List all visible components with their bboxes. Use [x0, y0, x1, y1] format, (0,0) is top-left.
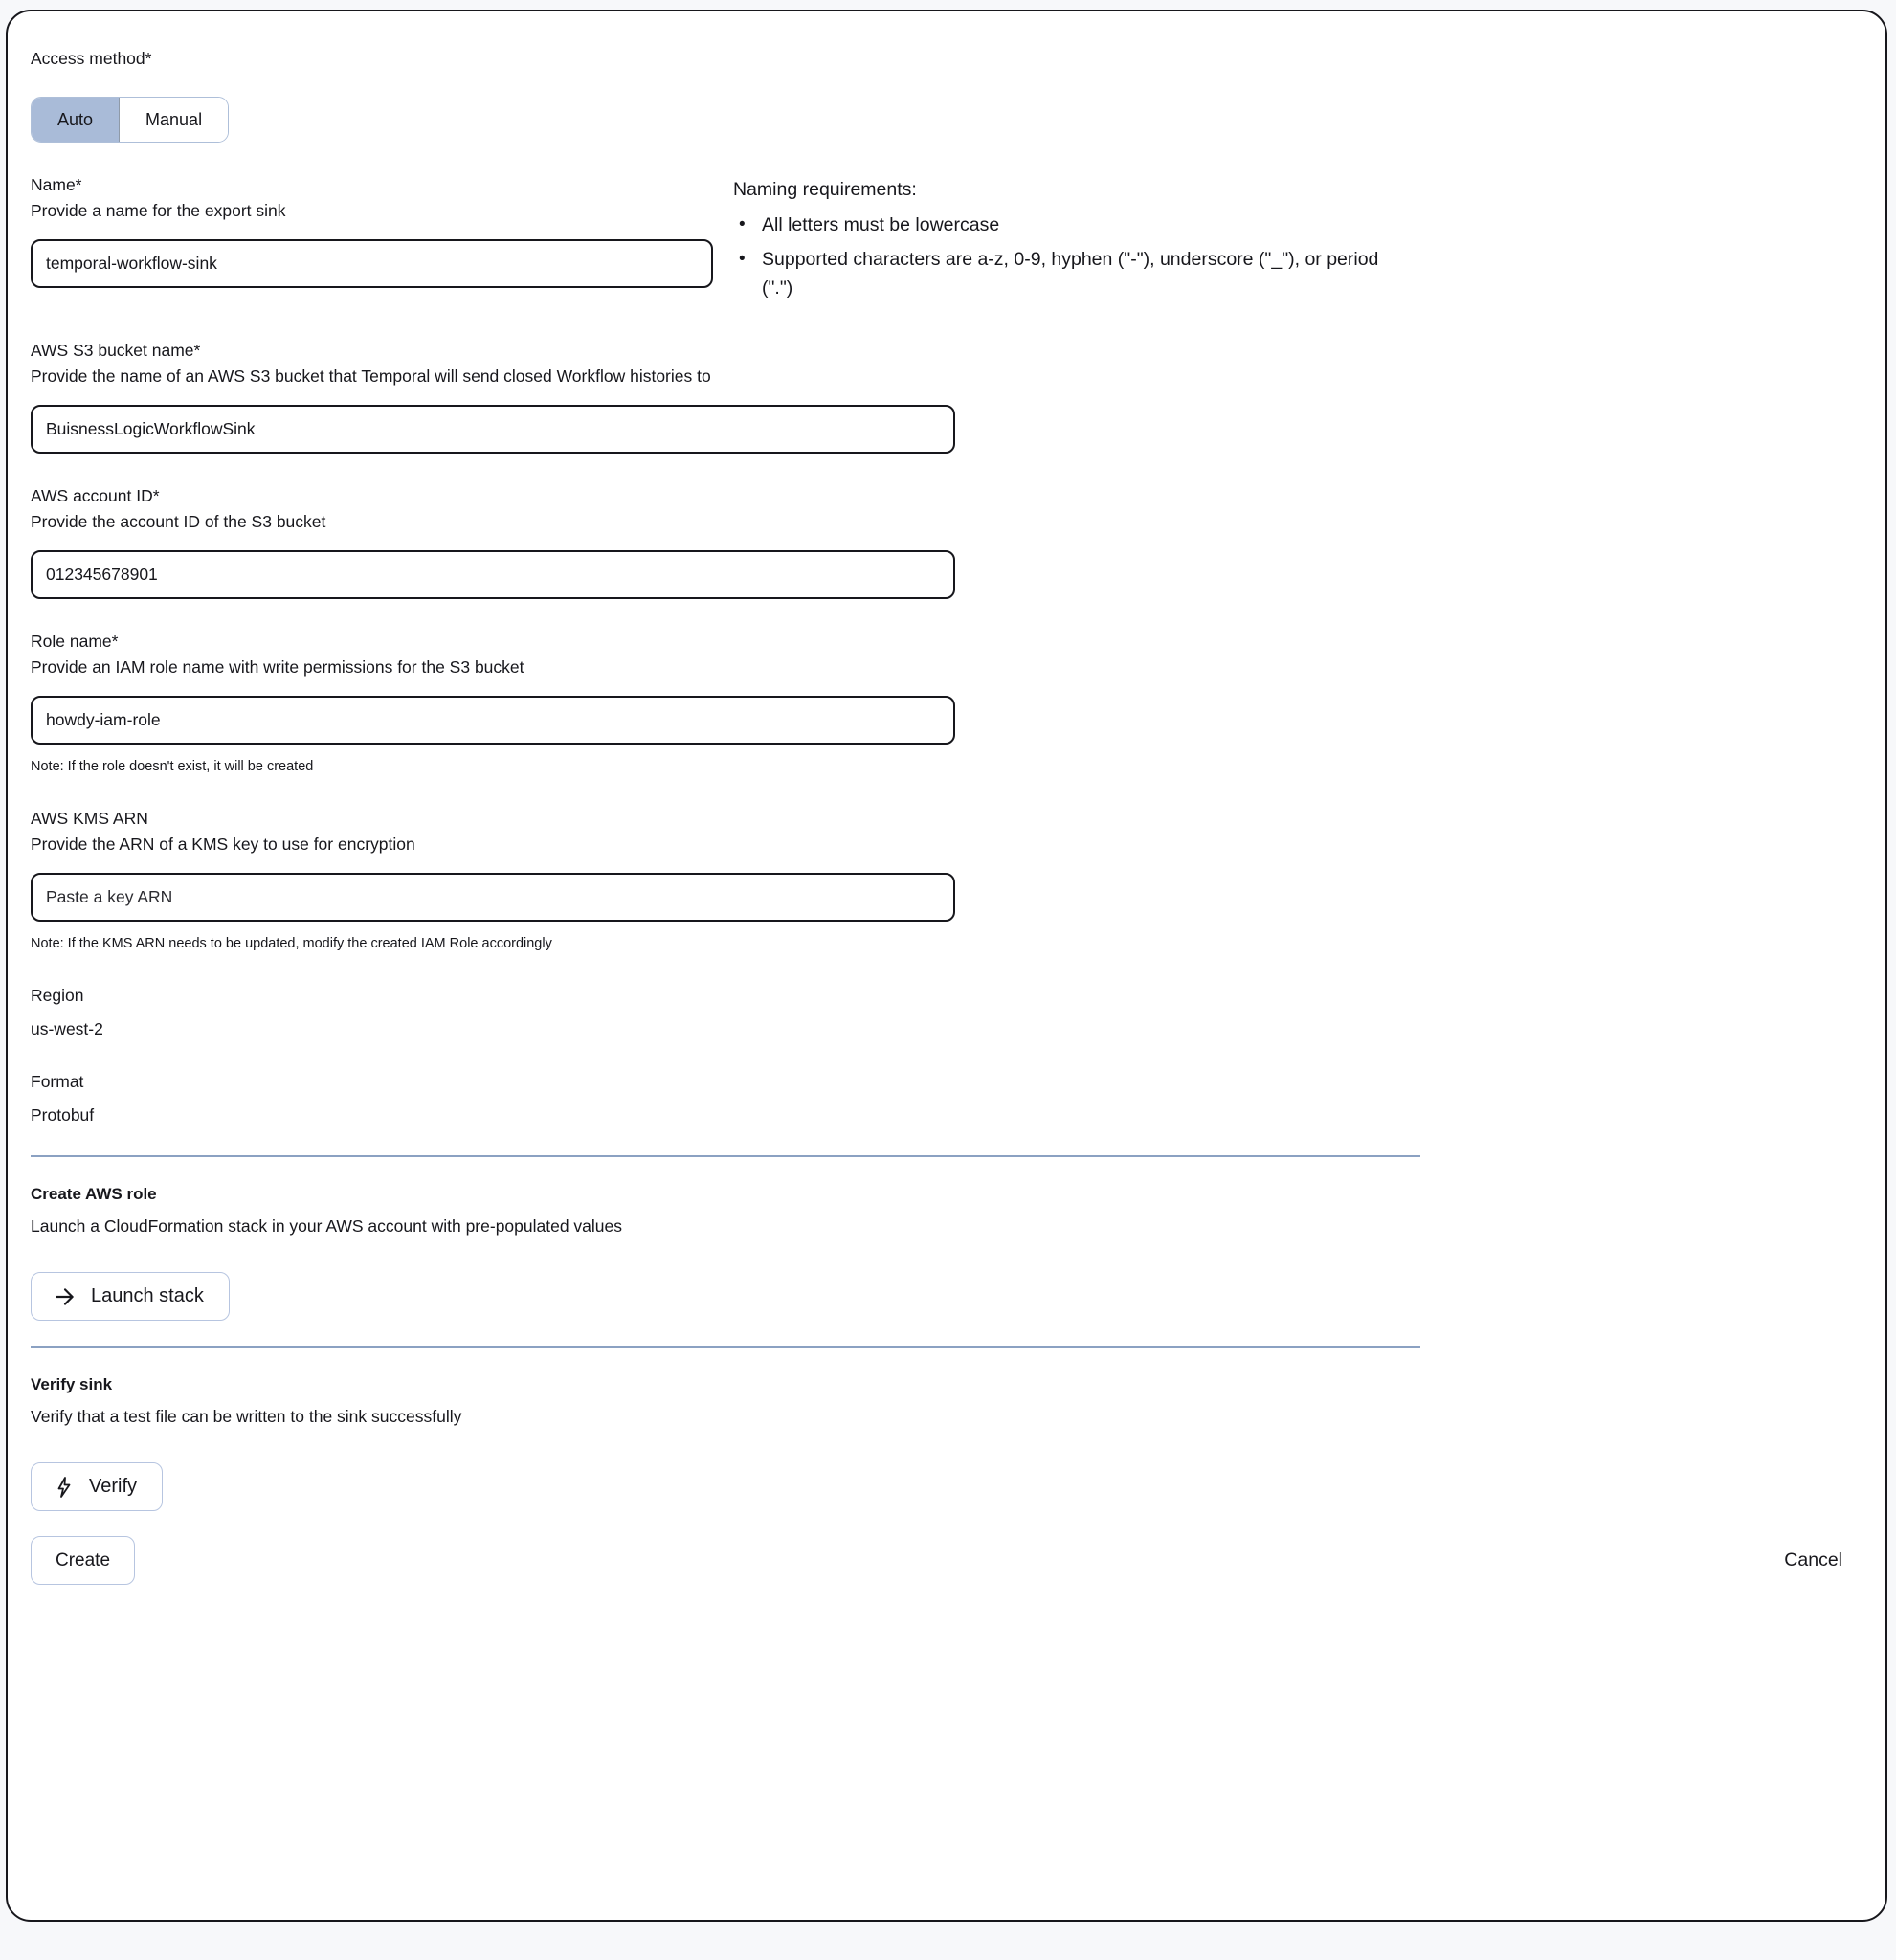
account-id-section	[31, 483, 1863, 599]
create-aws-role-description: Launch a CloudFormation stack in your AWS account with pre-populated values	[31, 1216, 623, 1236]
kms-arn-description: Provide the ARN of a KMS key to use for encryption	[31, 835, 415, 854]
role-name-description: Provide an IAM role name with write permissions for the S3 bucket	[31, 657, 524, 677]
s3-bucket-label: AWS S3 bucket name*	[31, 341, 201, 360]
naming-requirement-item: • All letters must be lowercase	[733, 211, 1413, 239]
name-input[interactable]	[31, 239, 713, 288]
lightning-bolt-icon	[53, 1475, 76, 1500]
s3-bucket-input[interactable]	[31, 405, 955, 454]
access-method-option-manual[interactable]: Manual	[119, 98, 228, 142]
divider	[31, 1155, 1420, 1157]
arrow-right-icon	[53, 1284, 78, 1309]
region-field	[31, 983, 1863, 1042]
naming-requirements	[733, 172, 1413, 308]
verify-sink-title: Verify sink	[31, 1375, 113, 1393]
account-id-input[interactable]	[31, 550, 955, 599]
account-id-label: AWS account ID*	[31, 486, 160, 505]
account-id-description: Provide the account ID of the S3 bucket	[31, 512, 326, 531]
verify-button-label: Verify	[89, 1476, 138, 1497]
divider	[31, 1346, 1420, 1348]
verify-sink-description: Verify that a test file can be written to the sink successfully	[31, 1407, 462, 1426]
format-value: Protobuf	[31, 1105, 95, 1125]
verify-button[interactable]	[31, 1462, 163, 1511]
kms-arn-label: AWS KMS ARN	[31, 809, 148, 828]
s3-bucket-description: Provide the name of an AWS S3 bucket that Temporal will send closed Workflow histories to	[31, 367, 711, 386]
access-method-label: Access method*	[31, 49, 152, 68]
form-actions	[31, 1536, 1863, 1585]
cancel-button[interactable]: Cancel	[1784, 1549, 1842, 1570]
kms-arn-input[interactable]	[31, 873, 955, 922]
region-label: Region	[31, 986, 84, 1005]
name-description: Provide a name for the export sink	[31, 201, 286, 220]
role-name-section	[31, 629, 1863, 776]
kms-arn-section	[31, 806, 1863, 953]
export-sink-form-card	[6, 10, 1887, 1922]
naming-requirement-item: • Supported characters are a-z, 0-9, hyphen ("-"), underscore ("_"), or period (".")	[733, 245, 1413, 302]
format-field	[31, 1069, 1863, 1128]
access-method-option-auto[interactable]: Auto	[32, 98, 119, 142]
create-button[interactable]: Create	[31, 1536, 135, 1585]
create-aws-role-title: Create AWS role	[31, 1185, 157, 1203]
name-section	[31, 172, 1863, 308]
role-name-label: Role name*	[31, 632, 119, 651]
naming-requirements-title: Naming requirements:	[733, 179, 917, 200]
kms-arn-note: Note: If the KMS ARN needs to be updated, modify the created IAM Role accordingly	[31, 936, 552, 951]
name-label: Name*	[31, 175, 82, 194]
role-name-note: Note: If the role doesn't exist, it will be created	[31, 759, 314, 774]
create-aws-role-section	[31, 1182, 1863, 1321]
role-name-input[interactable]	[31, 696, 955, 745]
launch-stack-button-label: Launch stack	[91, 1285, 204, 1306]
region-value: us-west-2	[31, 1019, 103, 1038]
launch-stack-button[interactable]	[31, 1272, 230, 1321]
verify-sink-section	[31, 1372, 1863, 1511]
s3-bucket-section	[31, 338, 1863, 454]
access-method-toggle	[31, 97, 229, 143]
access-method-section	[31, 46, 1863, 143]
format-label: Format	[31, 1072, 84, 1091]
